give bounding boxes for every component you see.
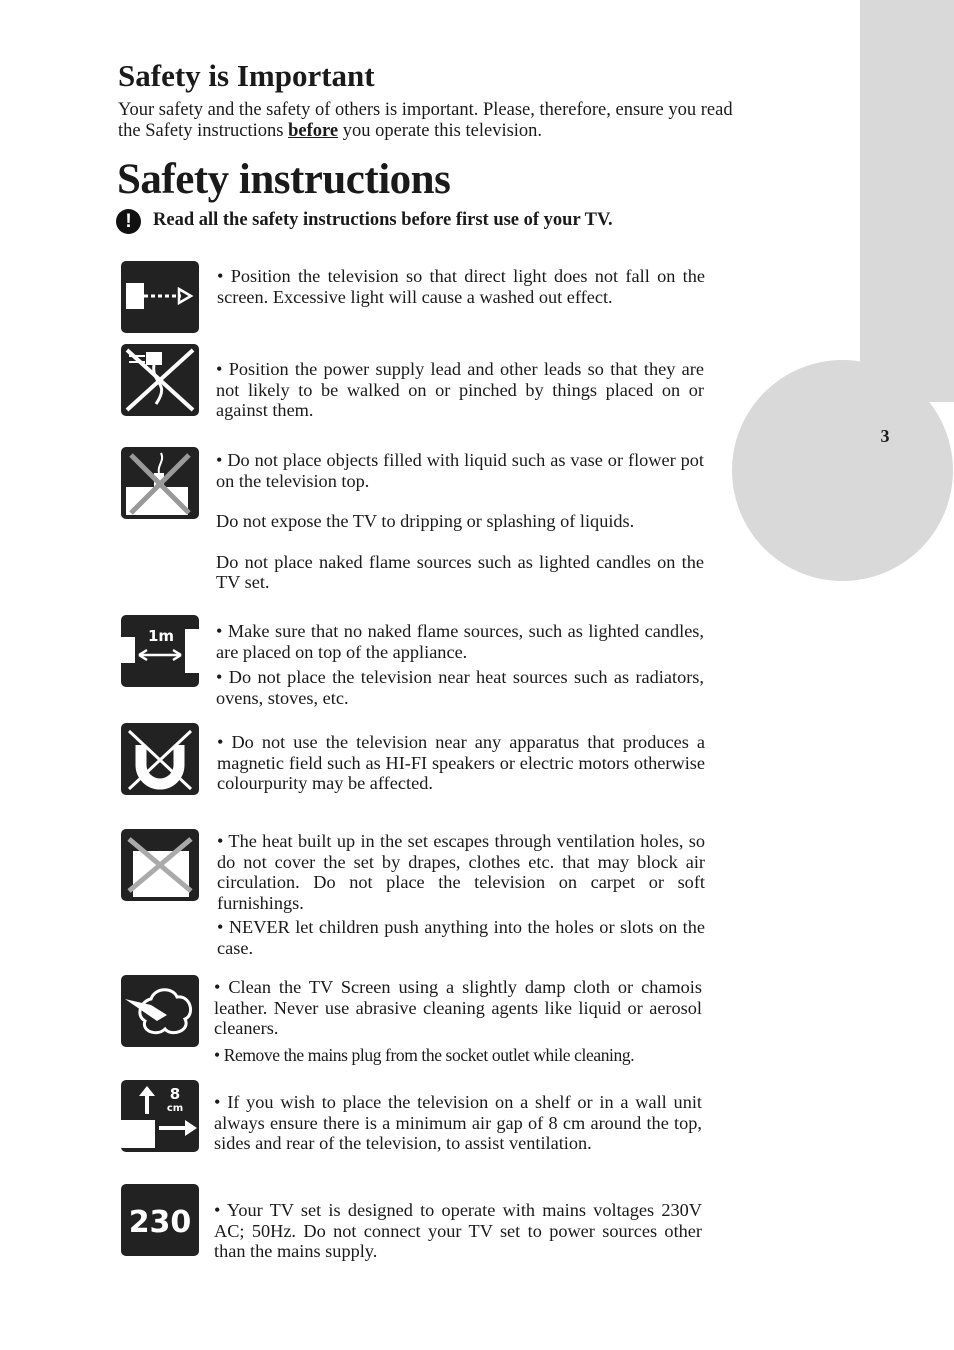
- item-text: • Clean the TV Screen using a slightly damp cloth or chamois leather. Never use abrasive cleaning agents like liquid or aerosol cleaners.: [214, 977, 702, 1038]
- intro-text: [118, 100, 818, 142]
- item-text: • NEVER let children push anything into the holes or slots on the case.: [217, 917, 705, 958]
- item-text: • Position the television so that direct light does not fall on the screen. Excessive light will cause a washed out effect.: [217, 266, 705, 307]
- item-text: Do not expose the TV to dripping or splashing of liquids.: [216, 511, 635, 531]
- exclamation-icon: !: [116, 209, 141, 234]
- heat-distance-icon: [121, 615, 199, 687]
- item-cleaning: [214, 977, 702, 1065]
- no-vase-icon: [121, 447, 199, 519]
- intro-line1: Your safety and the safety of others is important. Please, therefore, ensure you read: [118, 100, 733, 120]
- item-text: • Your TV set is designed to operate with mains voltages 230V AC; 50Hz. Do not connect your TV set to power sources other than the mains supply.: [214, 1200, 702, 1261]
- item-text: Do not place naked flame sources such as lighted candles on the TV set.: [216, 551, 704, 592]
- page-number-circle: [732, 360, 953, 581]
- item-magnetic-field: [217, 732, 705, 794]
- item-text: • Do not place the television near heat sources such as radiators, ovens, stoves, etc.: [216, 667, 704, 708]
- intro-post: you operate this television.: [338, 121, 543, 141]
- air-gap-icon: [121, 1080, 199, 1152]
- item-power-lead: [216, 359, 704, 421]
- warning-text: Read all the safety instructions before first use of your TV.: [153, 210, 613, 230]
- item-liquids: [216, 450, 704, 593]
- item-text: • Make sure that no naked flame sources, such as lighted candles, are placed on top of the appliance.: [216, 621, 704, 662]
- no-pinched-cable-icon: [121, 344, 199, 416]
- item-text: • The heat built up in the set escapes through ventilation holes, so do not cover the set by drapes, clothes etc. that may block air circulation. Do not place the television on carpet or soft furnishings.: [217, 831, 705, 913]
- item-direct-light: [217, 266, 705, 307]
- page-number: 3: [880, 426, 890, 446]
- direct-light-icon: [121, 261, 199, 333]
- item-air-gap: [214, 1092, 702, 1154]
- item-text: • If you wish to place the television on a shelf or in a wall unit always ensure there is a minimum air gap of 8 cm around the top, sides and rear of the television, to assist ventilation.: [214, 1092, 702, 1153]
- item-text: • Remove the mains plug from the socket outlet while cleaning.: [214, 1044, 635, 1065]
- item-text: • Do not place objects filled with liquid such as vase or flower pot on the television top.: [216, 450, 704, 491]
- item-ventilation: [217, 831, 705, 958]
- item-heat-sources: [216, 621, 704, 708]
- heading-safety-important: Safety is Important: [118, 58, 375, 93]
- no-magnet-icon: [121, 723, 199, 795]
- intro-pre: the Safety instructions: [118, 121, 289, 141]
- heading-safety-instructions: Safety instructions: [117, 156, 451, 203]
- voltage-icon: [121, 1184, 199, 1256]
- intro-before: before: [288, 121, 339, 141]
- no-cover-icon: [121, 829, 199, 901]
- distance-label: 1m: [147, 627, 175, 645]
- item-text: • Do not use the television near any apparatus that produces a magnetic field such as HI-FI speakers or electric motors otherwise colourpurity may be affected.: [217, 732, 705, 793]
- cleaning-icon: [121, 975, 199, 1047]
- voltage-label: 230: [128, 1205, 192, 1240]
- gap-unit-label: cm: [166, 1103, 184, 1114]
- gap-number-label: 8: [169, 1085, 181, 1103]
- side-tab: [860, 0, 954, 402]
- item-voltage: [214, 1200, 702, 1262]
- item-text: • Position the power supply lead and other leads so that they are not likely to be walked on or pinched by things placed on or against them.: [216, 359, 704, 420]
